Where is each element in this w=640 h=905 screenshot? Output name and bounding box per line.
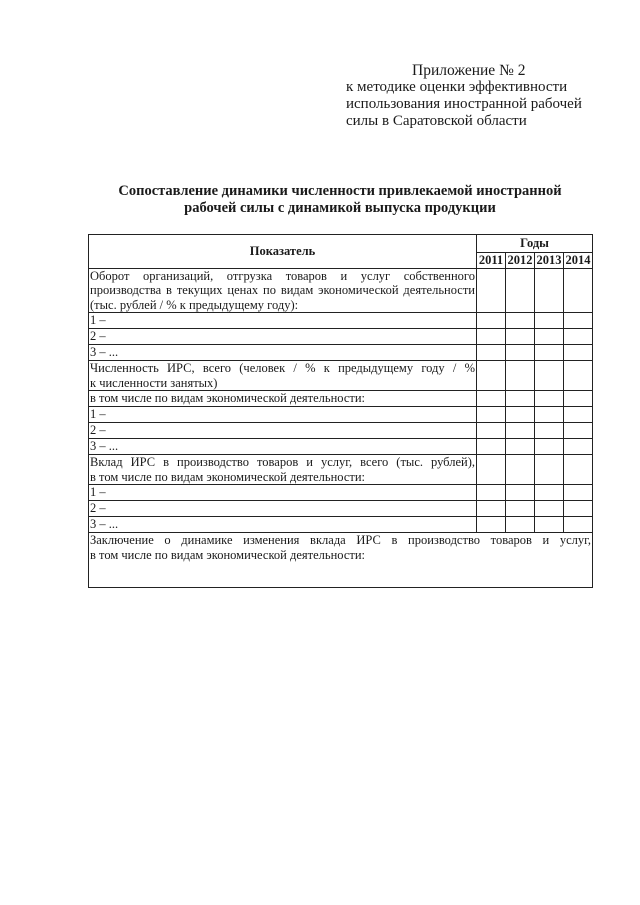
row-text-line: Оборот организаций, отгрузка товаров и услуг собственного [90, 268, 475, 283]
row-contribution [89, 455, 477, 485]
row-headcount [89, 361, 477, 391]
cell-2013 [535, 391, 564, 407]
cell-2014 [564, 345, 593, 361]
cell-2013 [535, 485, 564, 501]
row-turnover [89, 268, 477, 313]
cell-2011 [477, 517, 506, 533]
cell-2011 [477, 268, 506, 313]
row-text-line: Численность ИРС, всего (человек / % к предыдущему году / % [90, 361, 475, 375]
table-row [89, 517, 593, 533]
header-indicator: Показатель [89, 235, 477, 269]
year-2014: 2014 [564, 253, 593, 269]
appendix-line-4: силы в Саратовской области [346, 113, 527, 129]
cell-2013 [535, 313, 564, 329]
cell-2011 [477, 391, 506, 407]
cell-2013 [535, 345, 564, 361]
cell-2011 [477, 439, 506, 455]
cell-2011 [477, 501, 506, 517]
year-2011: 2011 [477, 253, 506, 269]
year-2012: 2012 [507, 253, 533, 267]
appendix-line-2: к методике оценки эффективности [346, 79, 568, 95]
row-text-line: к численности занятых) [90, 375, 218, 390]
row-item: 2 – [89, 329, 477, 345]
header-years: Годы [477, 235, 593, 253]
cell-2011 [477, 345, 506, 361]
cell-2012 [506, 268, 535, 313]
appendix-line-3: использования иностранной рабочей [346, 96, 582, 112]
cell-2012 [506, 391, 535, 407]
row-item: 3 – ... [89, 439, 477, 455]
table-row [89, 533, 593, 588]
row-item: 3 – ... [89, 345, 477, 361]
cell-2014 [564, 391, 593, 407]
cell-2014 [564, 329, 593, 345]
year-2013: 2013 [536, 253, 562, 267]
table-row [89, 501, 593, 517]
row-item: 1 – [89, 407, 477, 423]
row-text-line: (тыс. рублей / % к предыдущему году): [90, 297, 299, 312]
cell-2012 [506, 501, 535, 517]
cell-2012 [506, 407, 535, 423]
conclusion-line-1: Заключение о динамике изменения вклада ИРС в производство товаров и услуг, [90, 533, 592, 547]
table-row [89, 268, 593, 313]
table-row [89, 345, 593, 361]
cell-2011 [477, 485, 506, 501]
cell-2011 [477, 407, 506, 423]
table-row [89, 313, 593, 329]
table-row [89, 391, 593, 407]
cell-2013 [535, 423, 564, 439]
cell-2014 [564, 501, 593, 517]
appendix-number: Приложение № 2 [412, 62, 526, 79]
comparison-table [88, 234, 593, 588]
conclusion-cell [89, 533, 593, 588]
cell-2014 [564, 455, 593, 485]
cell-2014 [564, 423, 593, 439]
cell-2011 [477, 455, 506, 485]
cell-2012 [506, 313, 535, 329]
cell-2012 [506, 439, 535, 455]
cell-2013 [535, 361, 564, 391]
title-line-1: Сопоставление динамики численности привлекаемой иностранной [118, 183, 562, 199]
cell-2012 [506, 423, 535, 439]
cell-2014 [564, 361, 593, 391]
cell-2011 [477, 329, 506, 345]
cell-2012 [506, 455, 535, 485]
row-item: в том числе по видам экономической деятельности: [89, 391, 477, 407]
cell-2014 [564, 439, 593, 455]
table-row [89, 407, 593, 423]
table-row [89, 455, 593, 485]
cell-2013 [535, 501, 564, 517]
cell-2012 [506, 517, 535, 533]
document-title [88, 183, 592, 217]
title-line-2: рабочей силы с динамикой выпуска продукции [184, 200, 496, 216]
cell-2013 [535, 329, 564, 345]
row-item: 1 – [89, 485, 477, 501]
table-row [89, 485, 593, 501]
row-item: 1 – [89, 313, 477, 329]
table-row [89, 423, 593, 439]
cell-2014 [564, 407, 593, 423]
cell-2011 [477, 361, 506, 391]
row-item: 2 – [89, 501, 477, 517]
table-row [89, 329, 593, 345]
cell-2012 [506, 485, 535, 501]
cell-2013 [535, 455, 564, 485]
cell-2012 [506, 345, 535, 361]
appendix-block [346, 62, 606, 130]
table-row [89, 439, 593, 455]
cell-2013 [535, 517, 564, 533]
cell-2014 [564, 485, 593, 501]
cell-2014 [564, 268, 593, 313]
cell-2012 [506, 329, 535, 345]
row-item: 2 – [89, 423, 477, 439]
cell-2011 [477, 313, 506, 329]
cell-2011 [477, 423, 506, 439]
cell-2014 [564, 313, 593, 329]
conclusion-line-2: в том числе по видам экономической деятельности: [90, 547, 365, 562]
row-text-line: Вклад ИРС в производство товаров и услуг, всего (тыс. рублей), [90, 455, 475, 469]
cell-2013 [535, 439, 564, 455]
table-row [89, 361, 593, 391]
cell-2014 [564, 517, 593, 533]
cell-2013 [535, 268, 564, 313]
row-text-line: в том числе по видам экономической деятельности: [90, 469, 365, 484]
cell-2012 [506, 361, 535, 391]
row-item: 3 – ... [89, 517, 477, 533]
cell-2013 [535, 407, 564, 423]
row-text-line: производства в текущих ценах по видам экономической деятельности [90, 283, 475, 297]
